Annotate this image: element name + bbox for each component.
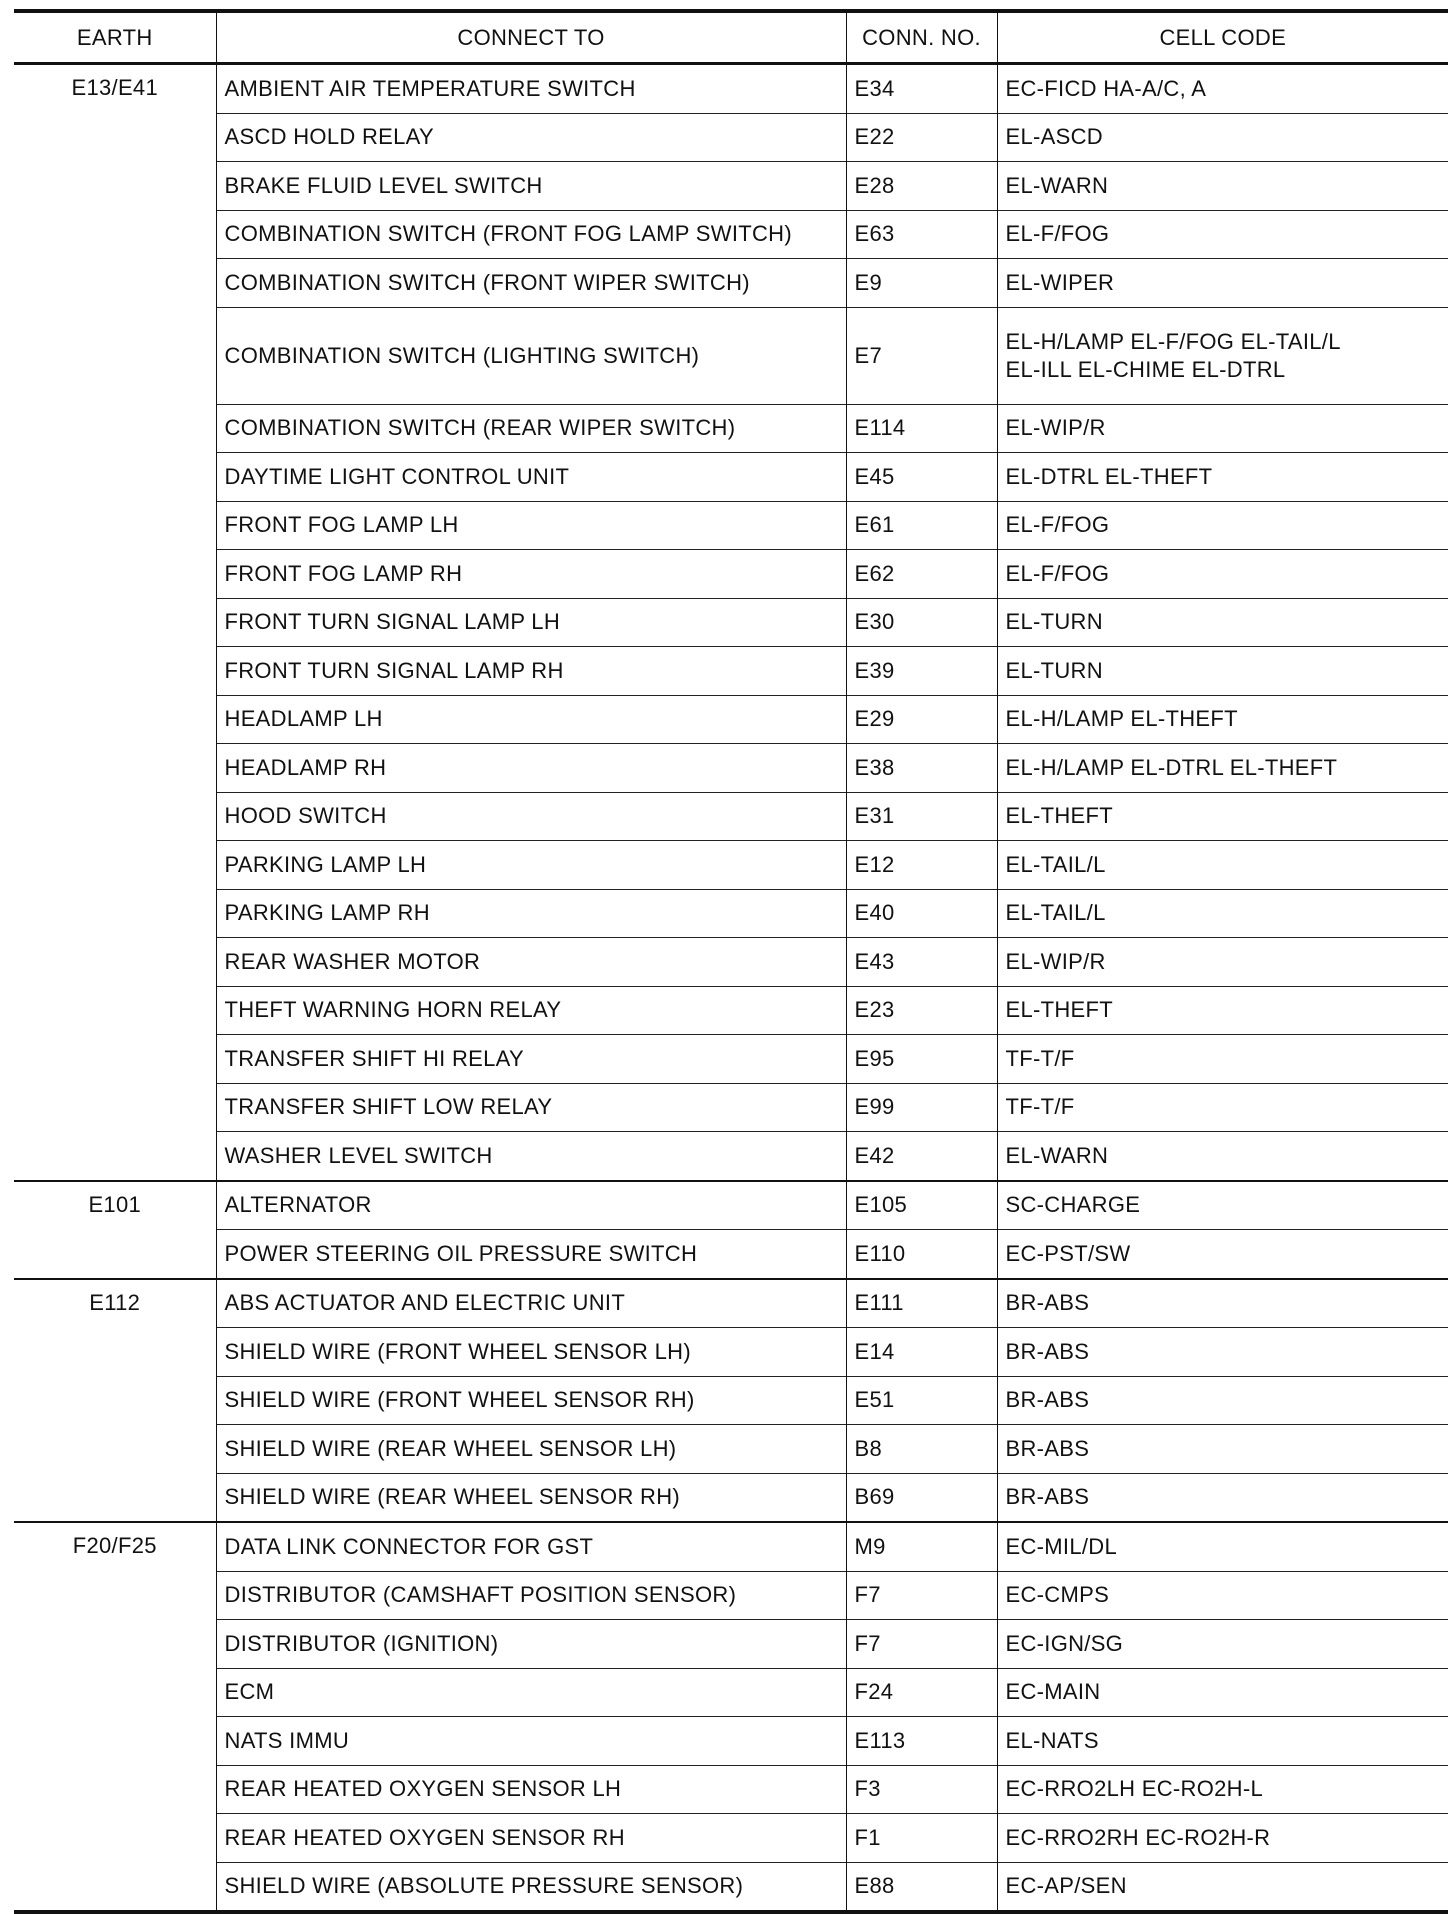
cell-code-cell: EL-WIP/R: [997, 404, 1448, 453]
earth-cell: E13/E41: [71, 75, 158, 100]
table-row: [14, 986, 1448, 1035]
cell-code-line: EL-H/LAMP EL-F/FOG EL-TAIL/L: [1005, 328, 1341, 354]
cell-code-cell: EC-PST/SW: [997, 1230, 1448, 1279]
connect-to-cell: DISTRIBUTOR (IGNITION): [216, 1620, 846, 1669]
connect-to-cell: TRANSFER SHIFT LOW RELAY: [216, 1083, 846, 1132]
table-row: [14, 210, 1448, 259]
header-connect-to: CONNECT TO: [216, 11, 846, 64]
connect-to-cell: AMBIENT AIR TEMPERATURE SWITCH: [216, 64, 846, 114]
connect-to-cell: SHIELD WIRE (FRONT WHEEL SENSOR LH): [216, 1328, 846, 1377]
conn-no-cell: E40: [846, 889, 997, 938]
table-row: [14, 1571, 1448, 1620]
conn-no-cell: B8: [846, 1425, 997, 1474]
conn-no-cell: E12: [846, 841, 997, 890]
table-row: [14, 113, 1448, 162]
table-row: [14, 1230, 1448, 1279]
connect-to-cell: FRONT TURN SIGNAL LAMP RH: [216, 647, 846, 696]
cell-code-cell: EL-F/FOG: [997, 501, 1448, 550]
cell-code-cell: BR-ABS: [997, 1279, 1448, 1328]
conn-no-cell: M9: [846, 1522, 997, 1571]
connect-to-cell: NATS IMMU: [216, 1717, 846, 1766]
table-row: [14, 1522, 1448, 1571]
connect-to-cell: DATA LINK CONNECTOR FOR GST: [216, 1522, 846, 1571]
table-row: [14, 162, 1448, 211]
conn-no-cell: F1: [846, 1814, 997, 1863]
cell-code-cell: EL-WIPER: [997, 259, 1448, 308]
cell-code-cell: EL-H/LAMP EL-DTRL EL-THEFT: [997, 744, 1448, 793]
cell-code-cell: EL-NATS: [997, 1717, 1448, 1766]
connect-to-cell: HEADLAMP LH: [216, 695, 846, 744]
cell-code-cell: EL-TAIL/L: [997, 889, 1448, 938]
cell-code-cell: BR-ABS: [997, 1473, 1448, 1522]
conn-no-cell: E30: [846, 598, 997, 647]
conn-no-cell: F24: [846, 1668, 997, 1717]
table-row: [14, 695, 1448, 744]
connect-to-cell: SHIELD WIRE (REAR WHEEL SENSOR RH): [216, 1473, 846, 1522]
conn-no-cell: F7: [846, 1571, 997, 1620]
connect-to-cell: THEFT WARNING HORN RELAY: [216, 986, 846, 1035]
conn-no-cell: E39: [846, 647, 997, 696]
table-row: [14, 501, 1448, 550]
connect-to-cell: WASHER LEVEL SWITCH: [216, 1132, 846, 1181]
table-row: [14, 841, 1448, 890]
conn-no-cell: E111: [846, 1279, 997, 1328]
connect-to-cell: COMBINATION SWITCH (REAR WIPER SWITCH): [216, 404, 846, 453]
cell-code-cell: EL-ASCD: [997, 113, 1448, 162]
cell-code-cell: EL-THEFT: [997, 792, 1448, 841]
connect-to-cell: TRANSFER SHIFT HI RELAY: [216, 1035, 846, 1084]
table-row: [14, 259, 1448, 308]
conn-no-cell: E95: [846, 1035, 997, 1084]
connect-to-cell: HOOD SWITCH: [216, 792, 846, 841]
cell-code-cell: BR-ABS: [997, 1376, 1448, 1425]
table-row: [14, 1279, 1448, 1328]
cell-code-cell: EL-TURN: [997, 647, 1448, 696]
conn-no-cell: F7: [846, 1620, 997, 1669]
conn-no-cell: E62: [846, 550, 997, 599]
cell-code-cell: EL-F/FOG: [997, 210, 1448, 259]
connect-to-cell: SHIELD WIRE (REAR WHEEL SENSOR LH): [216, 1425, 846, 1474]
connect-to-cell: DISTRIBUTOR (CAMSHAFT POSITION SENSOR): [216, 1571, 846, 1620]
cell-code-cell: EL-TAIL/L: [997, 841, 1448, 890]
cell-code-cell: EC-MAIN: [997, 1668, 1448, 1717]
header-cell-code: CELL CODE: [997, 11, 1448, 64]
table-row: [14, 307, 1448, 404]
connect-to-cell: DAYTIME LIGHT CONTROL UNIT: [216, 453, 846, 502]
connect-to-cell: COMBINATION SWITCH (FRONT FOG LAMP SWITCH): [216, 210, 846, 259]
connect-to-cell: FRONT FOG LAMP RH: [216, 550, 846, 599]
connect-to-cell: REAR HEATED OXYGEN SENSOR LH: [216, 1765, 846, 1814]
table-row: [14, 1862, 1448, 1912]
table-row: [14, 1376, 1448, 1425]
conn-no-cell: E42: [846, 1132, 997, 1181]
conn-no-cell: B69: [846, 1473, 997, 1522]
table-row: [14, 64, 1448, 114]
conn-no-cell: E51: [846, 1376, 997, 1425]
table-row: [14, 1035, 1448, 1084]
earth-cell: E112: [14, 1279, 216, 1523]
cell-code-line: EL-ILL EL-CHIME EL-DTRL: [1005, 356, 1286, 382]
connect-to-cell: ALTERNATOR: [216, 1181, 846, 1230]
connect-to-cell: HEADLAMP RH: [216, 744, 846, 793]
table-row: [14, 1620, 1448, 1669]
connect-to-cell: FRONT TURN SIGNAL LAMP LH: [216, 598, 846, 647]
conn-no-cell: E105: [846, 1181, 997, 1230]
earth-cell: F20/F25: [14, 1522, 216, 1912]
table-body: [14, 64, 1448, 1913]
connect-to-cell: ABS ACTUATOR AND ELECTRIC UNIT: [216, 1279, 846, 1328]
cell-code-cell: TF-T/F: [997, 1035, 1448, 1084]
header-conn-no: CONN. NO.: [846, 11, 997, 64]
connect-to-cell: PARKING LAMP RH: [216, 889, 846, 938]
conn-no-cell: E45: [846, 453, 997, 502]
earth-cell: E101: [14, 1181, 216, 1279]
table-row: [14, 1717, 1448, 1766]
conn-no-cell: E99: [846, 1083, 997, 1132]
cell-code-cell: EC-RRO2RH EC-RO2H-R: [997, 1814, 1448, 1863]
table-row: [14, 1328, 1448, 1377]
conn-no-cell: E9: [846, 259, 997, 308]
cell-code-cell: [997, 307, 1448, 404]
conn-no-cell: E88: [846, 1862, 997, 1912]
table-row: [14, 647, 1448, 696]
table-row: [14, 598, 1448, 647]
table-row: [14, 453, 1448, 502]
cell-code-cell: BR-ABS: [997, 1328, 1448, 1377]
conn-no-cell: E29: [846, 695, 997, 744]
conn-no-cell: E63: [846, 210, 997, 259]
cell-code-cell: EC-FICD HA-A/C, A: [997, 64, 1448, 114]
connect-to-cell: COMBINATION SWITCH (FRONT WIPER SWITCH): [216, 259, 846, 308]
connect-to-cell: SHIELD WIRE (FRONT WHEEL SENSOR RH): [216, 1376, 846, 1425]
connect-to-cell: PARKING LAMP LH: [216, 841, 846, 890]
conn-no-cell: E28: [846, 162, 997, 211]
conn-no-cell: E31: [846, 792, 997, 841]
table-row: [14, 1425, 1448, 1474]
cell-code-cell: EL-WARN: [997, 162, 1448, 211]
cell-code-cell: EC-MIL/DL: [997, 1522, 1448, 1571]
conn-no-cell: E43: [846, 938, 997, 987]
table-row: [14, 938, 1448, 987]
table-row: [14, 1181, 1448, 1230]
conn-no-cell: E113: [846, 1717, 997, 1766]
table-row: [14, 1132, 1448, 1181]
cell-code-cell: EL-DTRL EL-THEFT: [997, 453, 1448, 502]
cell-code-cell: EL-TURN: [997, 598, 1448, 647]
cell-code-cell: EC-IGN/SG: [997, 1620, 1448, 1669]
connect-to-cell: REAR HEATED OXYGEN SENSOR RH: [216, 1814, 846, 1863]
connect-to-cell: REAR WASHER MOTOR: [216, 938, 846, 987]
table-row: [14, 792, 1448, 841]
conn-no-cell: E114: [846, 404, 997, 453]
cell-code-cell: EL-H/LAMP EL-THEFT: [997, 695, 1448, 744]
cell-code-cell: EL-F/FOG: [997, 550, 1448, 599]
cell-code-cell: EL-WIP/R: [997, 938, 1448, 987]
table-row: [14, 889, 1448, 938]
connect-to-cell: ECM: [216, 1668, 846, 1717]
cell-code-cell: EC-AP/SEN: [997, 1862, 1448, 1912]
connect-to-cell: COMBINATION SWITCH (LIGHTING SWITCH): [216, 307, 846, 404]
table-row: [14, 744, 1448, 793]
table-row: [14, 550, 1448, 599]
header-earth: EARTH: [14, 11, 216, 64]
table-row: [14, 1083, 1448, 1132]
conn-no-cell: E61: [846, 501, 997, 550]
connect-to-cell: ASCD HOLD RELAY: [216, 113, 846, 162]
conn-no-cell: E110: [846, 1230, 997, 1279]
cell-code-cell: EC-RRO2LH EC-RO2H-L: [997, 1765, 1448, 1814]
table-row: [14, 404, 1448, 453]
conn-no-cell: E23: [846, 986, 997, 1035]
cell-code-cell: EL-THEFT: [997, 986, 1448, 1035]
conn-no-cell: E14: [846, 1328, 997, 1377]
table-row: [14, 1473, 1448, 1522]
cell-code-cell: TF-T/F: [997, 1083, 1448, 1132]
cell-code-cell: EC-CMPS: [997, 1571, 1448, 1620]
connect-to-cell: POWER STEERING OIL PRESSURE SWITCH: [216, 1230, 846, 1279]
header-row: [14, 11, 1448, 64]
conn-no-cell: F3: [846, 1765, 997, 1814]
conn-no-cell: E34: [846, 64, 997, 114]
connect-to-cell: FRONT FOG LAMP LH: [216, 501, 846, 550]
conn-no-cell: E38: [846, 744, 997, 793]
table-row: [14, 1765, 1448, 1814]
conn-no-cell: E22: [846, 113, 997, 162]
table-row: [14, 1668, 1448, 1717]
earth-table: [14, 9, 1448, 1914]
connect-to-cell: BRAKE FLUID LEVEL SWITCH: [216, 162, 846, 211]
connect-to-cell: SHIELD WIRE (ABSOLUTE PRESSURE SENSOR): [216, 1862, 846, 1912]
cell-code-cell: BR-ABS: [997, 1425, 1448, 1474]
cell-code-cell: SC-CHARGE: [997, 1181, 1448, 1230]
conn-no-cell: E7: [846, 307, 997, 404]
table-row: [14, 1814, 1448, 1863]
cell-code-cell: EL-WARN: [997, 1132, 1448, 1181]
